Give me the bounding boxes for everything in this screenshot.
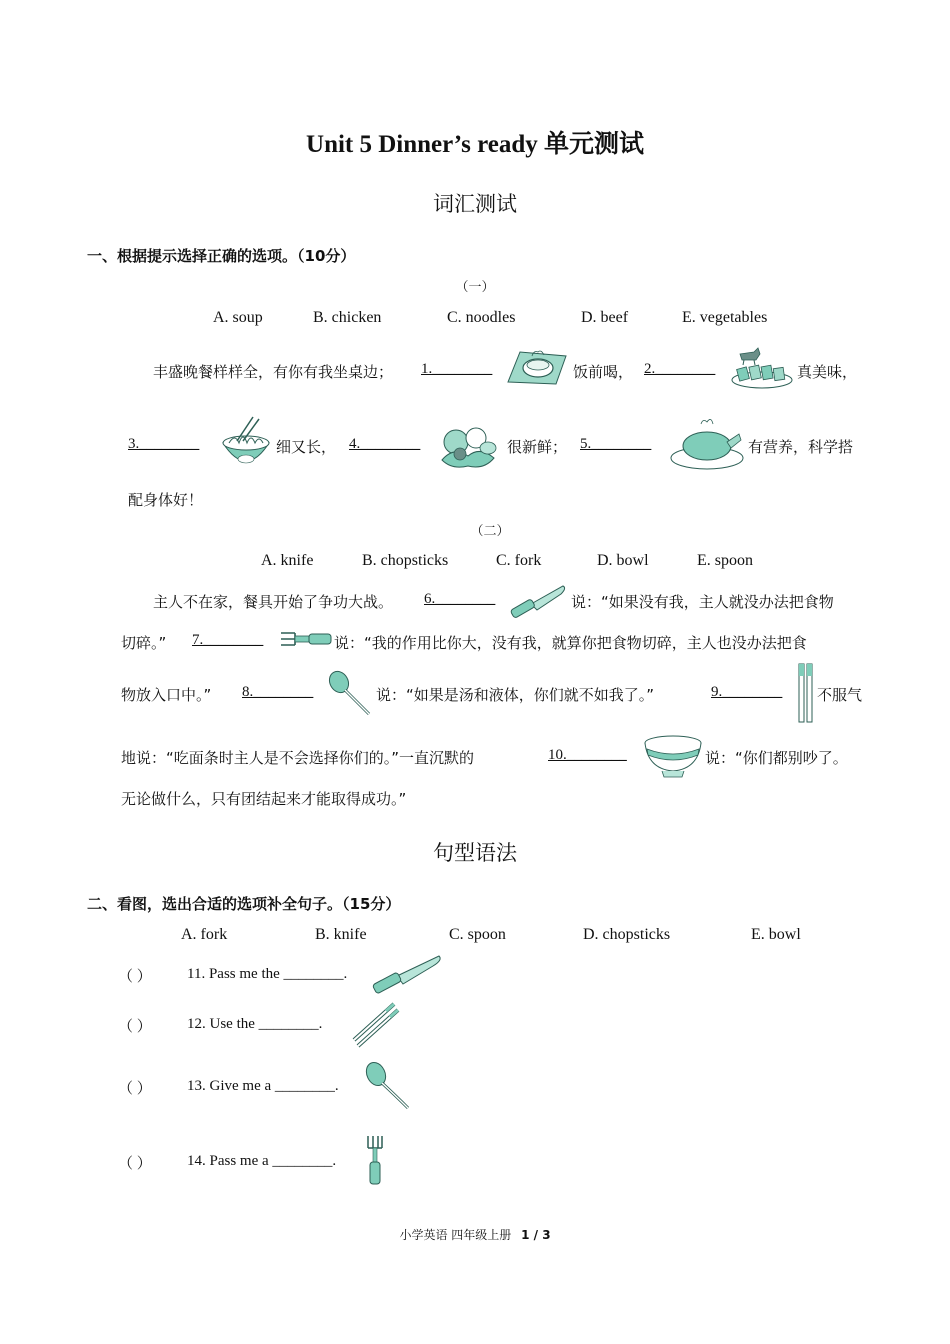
answer-paren[interactable]: （ ） [118, 969, 152, 985]
knife-icon [509, 584, 569, 620]
page-number: 1 / 3 [521, 1228, 551, 1242]
part2-option-e: E. spoon [697, 552, 753, 569]
question-13: 13. Give me a ________. [187, 1078, 339, 1094]
part2-text: 主人不在家，餐具开始了争功大战。 [153, 593, 394, 611]
part1-text: 配身体好！ [128, 491, 204, 509]
footer-text: 小学英语 四年级上册 [399, 1228, 512, 1242]
question2-header: 二、看图，选出合适的选项补全句子。（15分） [87, 895, 401, 913]
blank-8: 8.________ [242, 684, 314, 700]
blank-5: 5.________ [580, 436, 652, 452]
part1-option-a: A. soup [213, 309, 263, 326]
q2-option-b: B. knife [315, 926, 367, 943]
spoon-icon [327, 668, 375, 718]
part2-option-b: B. chopsticks [362, 552, 449, 569]
spoon-icon [364, 1060, 414, 1112]
part2-text: 物放入口中。” [121, 686, 212, 704]
part1-option-b: B. chicken [313, 309, 382, 326]
answer-paren[interactable]: （ ） [118, 1081, 152, 1097]
part1-text: 细又长， [276, 438, 337, 456]
part2-text: 说：“如果是汤和液体，你们就不如我了。” [376, 686, 655, 704]
q2-option-a: A. fork [181, 926, 228, 943]
part1-text: 丰盛晚餐样样全，有你有我坐桌边； [153, 363, 394, 381]
part2-label: （二） [470, 524, 510, 539]
fork-icon [279, 629, 333, 651]
blank-7: 7.________ [192, 632, 264, 648]
part1-text: 很新鲜； [507, 438, 568, 456]
noodles-icon [217, 413, 275, 475]
fork-icon [365, 1134, 385, 1186]
part1-text: 饭前喝， [573, 363, 634, 381]
question-11: 11. Pass me the ________. [187, 966, 348, 982]
bowl-icon [642, 733, 704, 779]
question-14: 14. Pass me a ________. [187, 1153, 337, 1169]
part2-text: 无论做什么，只有团结起来才能取得成功。” [121, 790, 407, 808]
blank-1: 1.________ [421, 361, 493, 377]
knife-icon [371, 954, 443, 996]
part2-text: 不服气 [817, 686, 863, 704]
part1-option-d: D. beef [581, 309, 629, 326]
part1-option-e: E. vegetables [682, 309, 768, 326]
question-12: 12. Use the ________. [187, 1016, 323, 1032]
blank-4: 4.________ [349, 436, 421, 452]
q2-option-c: C. spoon [449, 926, 506, 943]
part2-text: 说：“你们都别吵了。 [705, 749, 848, 767]
blank-6: 6.________ [424, 591, 496, 607]
answer-paren[interactable]: （ ） [118, 1019, 152, 1035]
part2-text: 说：“如果没有我，主人就没办法把食物 [571, 593, 834, 611]
part2-option-c: C. fork [496, 552, 542, 569]
q2-option-e: E. bowl [751, 926, 801, 943]
blank-2: 2.________ [644, 361, 716, 377]
chicken-icon [667, 414, 747, 472]
beef-icon [730, 344, 796, 390]
part2-text: 说：“我的作用比你大，没有我，就算你把食物切碎，主人也没办法把食 [334, 634, 807, 652]
blank-9: 9.________ [711, 684, 783, 700]
part1-label: （一） [455, 280, 495, 295]
question1-header: 一、根据提示选择正确的选项。（10分） [87, 247, 356, 265]
vegetables-icon [434, 420, 502, 472]
page-footer [0, 1226, 950, 1243]
q2-option-d: D. chopsticks [583, 926, 671, 943]
part2-text: 地说：“吃面条时主人是不会选择你们的。”一直沉默的 [121, 749, 475, 767]
chopsticks-icon [796, 662, 816, 724]
part1-text: 真美味， [797, 363, 858, 381]
section-heading-grammar: 句型语法 [433, 841, 517, 865]
soup-icon [506, 346, 568, 386]
part2-option-d: D. bowl [597, 552, 649, 569]
part1-option-c: C. noodles [447, 309, 516, 326]
chopsticks-icon [350, 1000, 402, 1048]
part2-option-a: A. knife [261, 552, 314, 569]
part2-text: 切碎。” [121, 634, 167, 652]
blank-10: 10.________ [548, 747, 627, 763]
page-title: Unit 5 Dinner’s ready 单元测试 [306, 131, 644, 158]
answer-paren[interactable]: （ ） [118, 1156, 152, 1172]
part1-text: 有营养，科学搭 [748, 438, 854, 456]
section-heading-vocabulary: 词汇测试 [433, 192, 517, 216]
blank-3: 3.________ [128, 436, 200, 452]
